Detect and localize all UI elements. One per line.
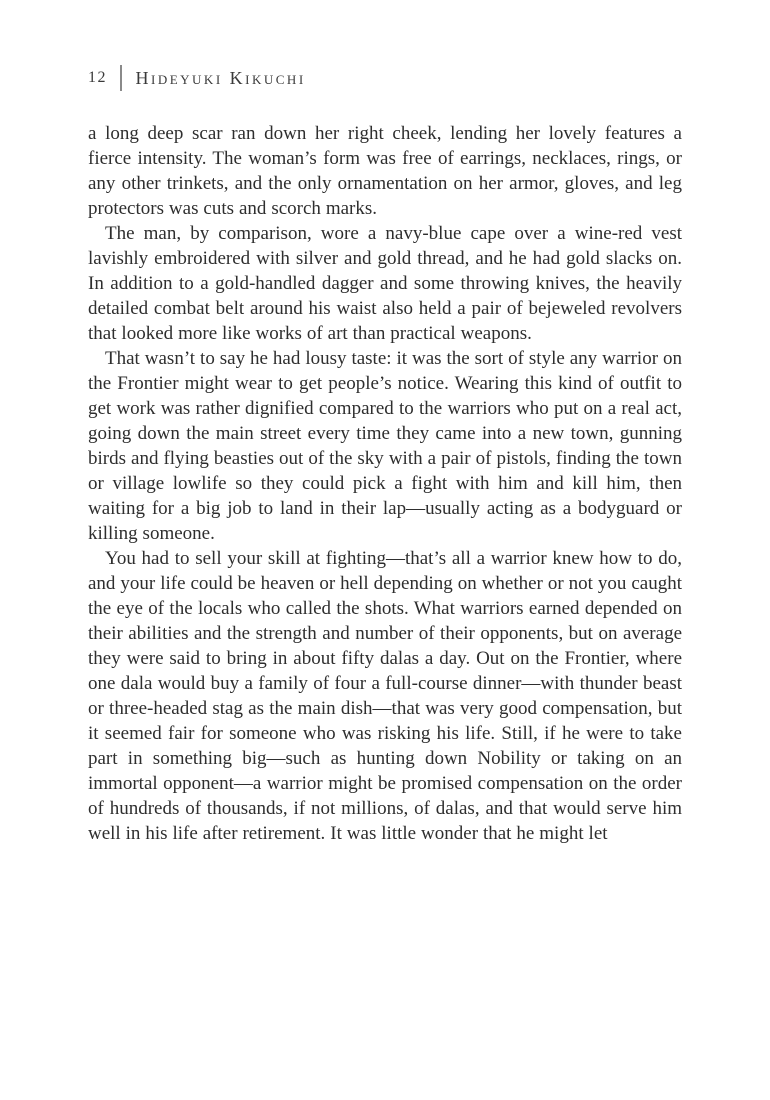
body-paragraph: a long deep scar ran down her right cheek, lending her lovely features a fierce intensity. The woman’s form was free of earrings, necklaces, rings, or any other trinkets, and the only ornamentation on her armor, gloves, and leg protectors was cuts and scorch marks. — [88, 123, 682, 219]
running-header-author: Hideyuki Kikuchi — [135, 67, 306, 88]
header-separator — [120, 65, 122, 91]
page-number: 12 — [88, 69, 107, 86]
body-paragraph: You had to sell your skill at fighting—that’s all a warrior knew how to do, and your life could be heaven or hell depending on whether or not you caught the eye of the locals who called the shots. What warriors earned depended on their abilities and the strength and number of their opponents, but on average they were said to bring in about fifty dalas a day. Out on the Frontier, where one dala would buy a family of four a full-course dinner—with thunder beast or three-headed stag as the main dish—that was very good compensation, but it seemed fair for someone who was risking his life. Still, if he were to take part in something big—such as hunting down Nobility or taking on an immortal opponent—a warrior might be promised compensation on the order of hundreds of thousands, if not millions, of dalas, and that would serve him well in his life after retirement. It was little wonder that he might let — [88, 548, 682, 844]
body-text — [88, 121, 682, 846]
body-paragraph: The man, by comparison, wore a navy-blue cape over a wine-red vest lavishly embroidered with silver and gold thread, and he had gold slacks on. In addition to a gold-handled dagger and some throwing knives, the heavily detailed combat belt around his waist also held a pair of bejeweled revolvers that looked more like works of art than practical weapons. — [88, 223, 682, 344]
running-header — [88, 64, 682, 92]
body-paragraph: That wasn’t to say he had lousy taste: it was the sort of style any warrior on the Frontier might wear to get people’s notice. Wearing this kind of outfit to get work was rather dignified compared to the warriors who put on a real act, going down the main street every time they came into a new town, gunning birds and flying beasties out of the sky with a pair of pistols, finding the town or village lowlife so they could pick a fight with him and kill him, then waiting for a big job to land in their lap—usually acting as a bodyguard or killing someone. — [88, 348, 682, 544]
